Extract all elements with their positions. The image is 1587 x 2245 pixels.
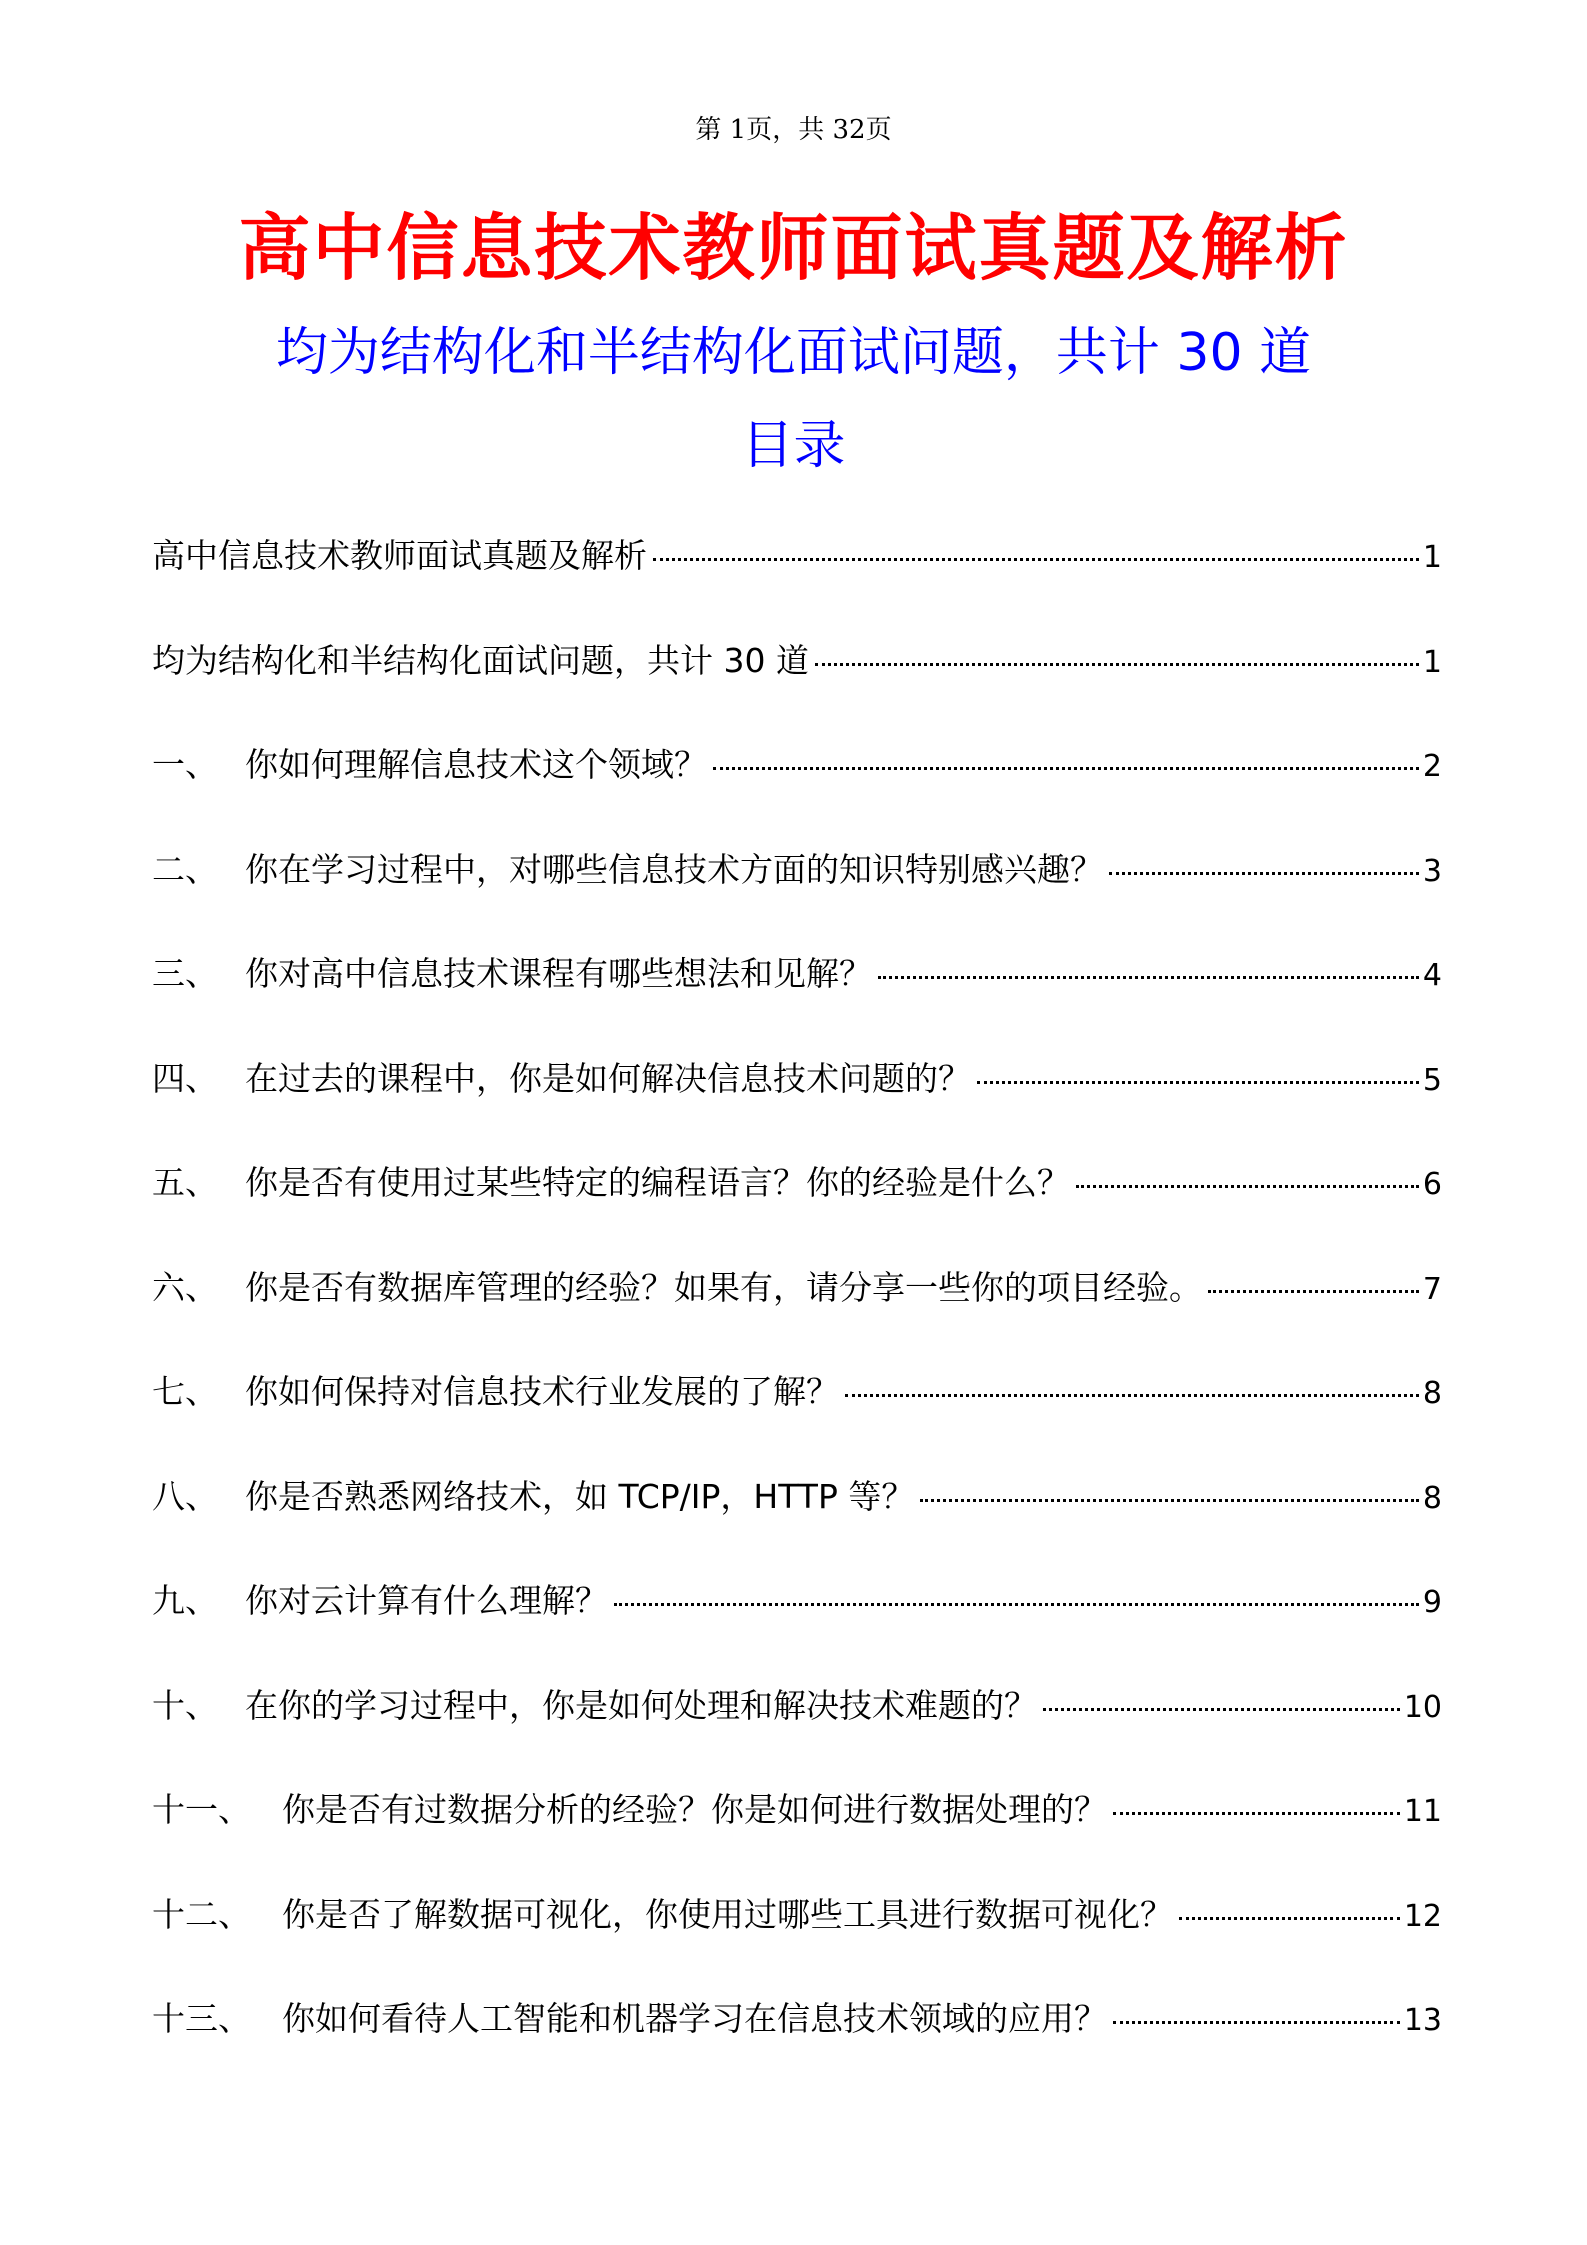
toc-entry-page: 7 bbox=[1422, 1271, 1442, 1307]
toc-entry[interactable] bbox=[152, 834, 1442, 939]
toc-entry[interactable] bbox=[152, 1670, 1442, 1775]
toc-entry-number: 一、 bbox=[152, 745, 218, 784]
toc-entry-text: 你如何保持对信息技术行业发展的了解？ bbox=[245, 1372, 839, 1411]
toc-entry-text: 你是否有过数据分析的经验？你是如何进行数据处理的？ bbox=[282, 1790, 1107, 1829]
toc-dot-leader bbox=[977, 1080, 1419, 1084]
toc-entry-page: 1 bbox=[1422, 644, 1442, 680]
toc-entry-number: 八、 bbox=[152, 1476, 218, 1516]
toc-entry[interactable] bbox=[152, 1774, 1442, 1879]
toc-dot-leader bbox=[1076, 1184, 1419, 1188]
toc-entry-page: 8 bbox=[1422, 1480, 1442, 1516]
toc-dot-leader bbox=[614, 1602, 1419, 1606]
toc-entry[interactable] bbox=[152, 1043, 1442, 1148]
toc-entry-text: 你如何理解信息技术这个领域？ bbox=[245, 745, 707, 784]
toc-entry[interactable] bbox=[152, 625, 1442, 730]
toc-entry-text: 在过去的课程中，你是如何解决信息技术问题的？ bbox=[245, 1058, 971, 1098]
toc-entry-page: 10 bbox=[1403, 1689, 1442, 1725]
document-title: 高中信息技术教师面试真题及解析 bbox=[238, 206, 1349, 290]
toc-entry[interactable] bbox=[152, 1565, 1442, 1670]
toc-entry[interactable] bbox=[152, 938, 1442, 1043]
toc-dot-leader bbox=[1043, 1707, 1400, 1711]
toc-entry[interactable] bbox=[152, 1879, 1442, 1984]
toc-entry-text: 你是否熟悉网络技术，如 TCP/IP，HTTP 等？ bbox=[245, 1476, 915, 1516]
toc-dot-leader bbox=[845, 1393, 1419, 1397]
toc-dot-leader bbox=[878, 975, 1419, 979]
toc-entry-number: 十三、 bbox=[152, 1999, 251, 2038]
toc-heading: 目录 bbox=[741, 416, 846, 476]
toc-dot-leader bbox=[1109, 871, 1419, 875]
toc-entry-number: 十、 bbox=[152, 1685, 218, 1725]
toc-entry-number: 九、 bbox=[152, 1581, 218, 1620]
toc-entry[interactable] bbox=[152, 1252, 1442, 1357]
toc-entry-number: 四、 bbox=[152, 1058, 218, 1098]
toc-entry-page: 13 bbox=[1403, 2003, 1442, 2038]
toc-dot-leader bbox=[1113, 2020, 1400, 2024]
toc-entry-page: 3 bbox=[1422, 853, 1442, 889]
toc-entry-page: 9 bbox=[1422, 1585, 1442, 1620]
toc-entry-text: 你对高中信息技术课程有哪些想法和见解？ bbox=[245, 954, 872, 993]
toc-entry[interactable] bbox=[152, 1461, 1442, 1566]
toc-entry-number: 五、 bbox=[152, 1163, 218, 1202]
toc-entry-page: 6 bbox=[1422, 1167, 1442, 1202]
toc-entry-page: 4 bbox=[1422, 958, 1442, 993]
toc-entry-text: 你是否有使用过某些特定的编程语言？你的经验是什么？ bbox=[245, 1163, 1070, 1202]
toc-entry-page: 2 bbox=[1422, 749, 1442, 784]
toc-entry-text: 你是否有数据库管理的经验？如果有，请分享一些你的项目经验。 bbox=[245, 1267, 1202, 1307]
toc-entry-number: 二、 bbox=[152, 849, 218, 889]
toc-entry-page: 11 bbox=[1403, 1794, 1442, 1829]
toc-entry-text: 均为结构化和半结构化面试问题，共计 30 道 bbox=[152, 640, 809, 680]
toc-entry-text: 你对云计算有什么理解？ bbox=[245, 1581, 608, 1620]
toc-entry-number: 七、 bbox=[152, 1372, 218, 1411]
toc-dot-leader bbox=[1179, 1916, 1400, 1920]
toc-dot-leader bbox=[713, 766, 1419, 770]
toc-entry[interactable] bbox=[152, 729, 1442, 834]
toc-entry-page: 1 bbox=[1422, 540, 1442, 575]
toc-entry[interactable] bbox=[152, 1356, 1442, 1461]
toc-entry-text: 在你的学习过程中，你是如何处理和解决技术难题的？ bbox=[245, 1685, 1037, 1725]
toc-dot-leader bbox=[920, 1498, 1419, 1502]
toc-dot-leader bbox=[1208, 1289, 1419, 1293]
toc-entry-number: 六、 bbox=[152, 1267, 218, 1307]
toc-dot-leader bbox=[815, 662, 1419, 666]
toc-entry-text: 你是否了解数据可视化，你使用过哪些工具进行数据可视化？ bbox=[282, 1894, 1173, 1934]
toc-entry-number: 三、 bbox=[152, 954, 218, 993]
document-subtitle: 均为结构化和半结构化面试问题，共计 30 道 bbox=[275, 323, 1312, 383]
toc-dot-leader bbox=[1113, 1811, 1400, 1815]
toc-entry-text: 高中信息技术教师面试真题及解析 bbox=[152, 536, 647, 575]
toc-entry[interactable] bbox=[152, 520, 1442, 625]
toc-entry-page: 12 bbox=[1403, 1898, 1442, 1934]
toc-entry-text: 你如何看待人工智能和机器学习在信息技术领域的应用？ bbox=[282, 1999, 1107, 2038]
toc-entry[interactable] bbox=[152, 1147, 1442, 1252]
table-of-contents bbox=[152, 520, 1442, 2088]
toc-entry-number: 十一、 bbox=[152, 1790, 251, 1829]
toc-entry-number: 十二、 bbox=[152, 1894, 251, 1934]
toc-entry-page: 5 bbox=[1422, 1062, 1442, 1098]
toc-entry-text: 你在学习过程中，对哪些信息技术方面的知识特别感兴趣？ bbox=[245, 849, 1103, 889]
toc-entry[interactable] bbox=[152, 1983, 1442, 2088]
page-indicator: 第 1页，共 32页 bbox=[695, 115, 892, 145]
toc-entry-page: 8 bbox=[1422, 1376, 1442, 1411]
toc-dot-leader bbox=[653, 557, 1419, 561]
